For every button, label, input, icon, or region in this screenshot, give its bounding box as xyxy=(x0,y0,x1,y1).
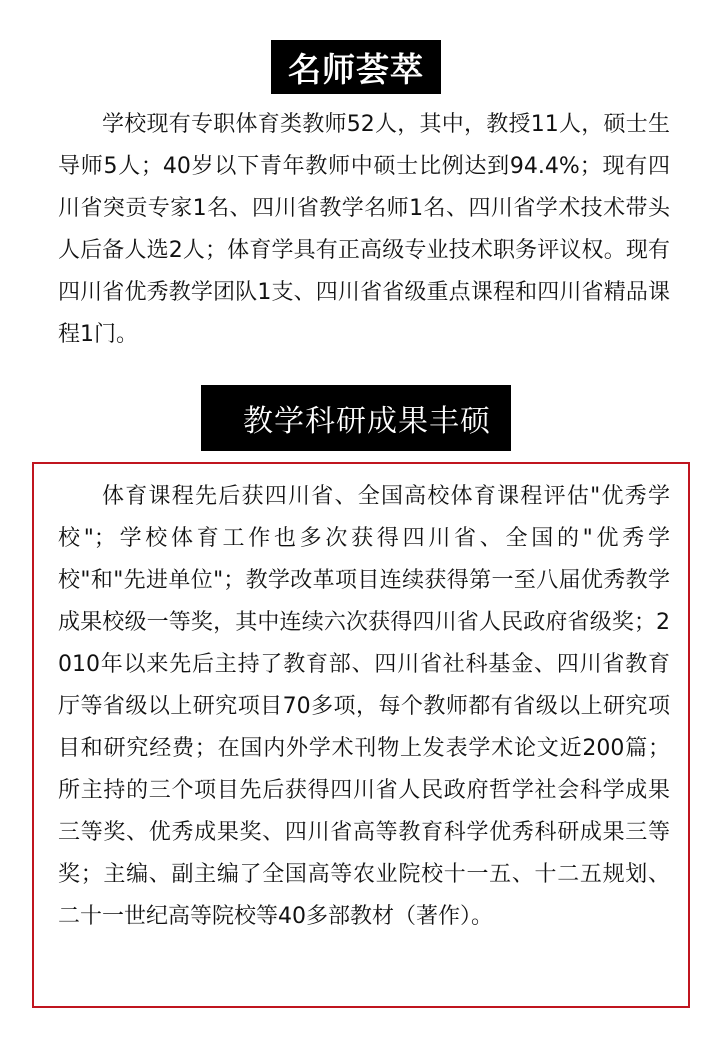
research-achievements-paragraph: 体育课程先后获四川省、全国高校体育课程评估"优秀学校"；学校体育工作也多次获得四川省、全国的"优秀学校"和"先进单位"；教学改革项目连续获得第一至八届优秀教学成果校级一等奖，其中连续六次获得四川省人民政府省级奖；2010年以来先后主持了教育部、四川省社科基金、四川省教育厅等省级以上研究项目70多项，每个教师都有省级以上研究项目和研究经费；在国内外学术刊物上发表学术论文近200篇；所主持的三个项目先后获得四川省人民政府哲学社会科学成果三等奖、优秀成果奖、四川省高等教育科学优秀科研成果三等奖；主编、副主编了全国高等农业院校十一五、十二五规划、二十一世纪高等院校等40多部教材（著作）。 xyxy=(58,484,670,929)
section-heading-research-achievements: 教学科研成果丰硕 xyxy=(201,385,511,451)
research-achievements-box xyxy=(32,462,690,1008)
famous-teachers-paragraph: 学校现有专职体育类教师52人，其中，教授11人，硕士生导师5人；40岁以下青年教师中硕士比例达到94.4%；现有四川省突贡专家1名、四川省教学名师1名、四川省学术技术带头人后备人选2人；体育学具有正高级专业技术职务评议权。现有四川省优秀教学团队1支、四川省省级重点课程和四川省精品课程1门。 xyxy=(58,112,670,347)
section-heading-famous-teachers: 名师荟萃 xyxy=(271,40,441,94)
